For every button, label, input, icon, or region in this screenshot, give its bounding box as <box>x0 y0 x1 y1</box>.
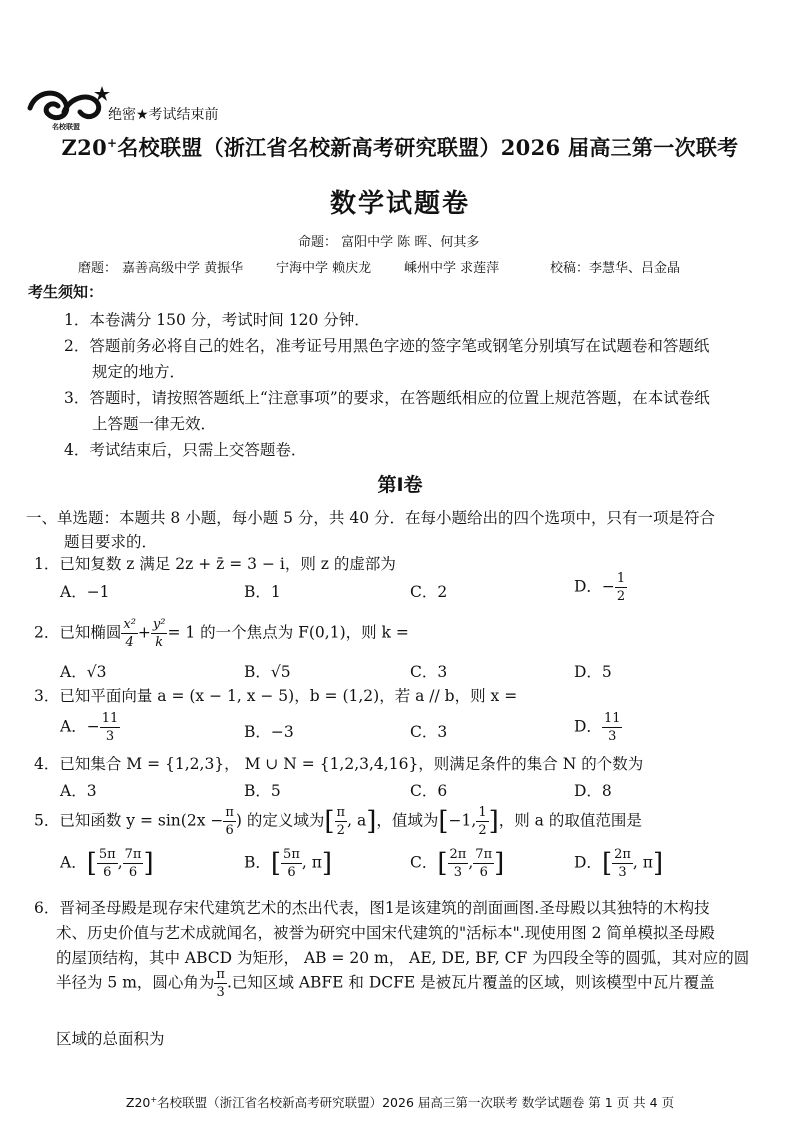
logo-caption: 名校联盟 <box>52 123 80 131</box>
paper-subtitle: 数学试题卷 <box>329 189 470 219</box>
confidential-label: 绝密★考试结束前 <box>108 107 219 123</box>
q1-option-c: C．2 <box>410 583 448 601</box>
exam-title: Z20+名校联盟（浙江省名校新高考研究联盟）2026 届高三第一次联考 <box>61 135 739 160</box>
section-title: 第Ⅰ卷 <box>377 474 423 496</box>
reviewer-2: 宁海中学 赖庆龙 <box>276 261 372 276</box>
notice-heading: 考生须知： <box>28 283 104 301</box>
q3-option-a: A．− $\frac{11}{3}$ <box>60 711 119 744</box>
notice-rule: 4．考试结束后，只需上交答题卷． <box>64 441 307 459</box>
q5-option-d: D．[ $\frac{2\pi}{3}$ , π] <box>574 847 664 880</box>
question-1-stem: 1．已知复数 z 满足 2z + z̄ = 3 − i，则 z 的虚部为 <box>34 555 396 573</box>
question-3-stem: 3．已知平面向量 a = (x − 1, x − 5)，b = (1,2)，若 a // b，则 x = <box>34 687 518 705</box>
q5-option-b: B．[ $\frac{5\pi}{6}$ , π] <box>244 847 333 880</box>
section-intro-cont: 题目要求的． <box>64 533 158 551</box>
notice-rule: 2．答题前务必将自己的姓名，准考证号用黑色字迹的签字笔或钢笔分别填写在试题卷和答题纸 <box>64 337 710 355</box>
q1-option-d: D．− $\frac{1}{2}$ <box>574 571 626 604</box>
question-6-stem-cont: 半径为 5 m，圆心角为 $\frac{\pi}{3}$ .已知区域 ABFE 和 DCFE 是被瓦片覆盖的区域，则该模型中瓦片覆盖 <box>56 967 715 1000</box>
notice-rule: 规定的地方． <box>92 363 186 381</box>
setter-credit: 命题： 富阳中学 陈 晖、何其多 <box>298 235 480 250</box>
question-6-stem-cont: 术、历史价值与艺术成就闻名，被誉为研究中国宋代建筑的"活标本".现使用图 2 简单模拟圣母殿 <box>56 924 715 942</box>
question-6-stem: 6．晋祠圣母殿是现存宋代建筑艺术的杰出代表，图1是该建筑的剖面画图.圣母殿以其独特的木构技 <box>34 899 710 917</box>
q4-option-d: D．8 <box>574 782 612 800</box>
q3-option-b: B．−3 <box>244 723 294 741</box>
q4-option-c: C．6 <box>410 782 448 800</box>
page-footer: Z20+名校联盟（浙江省名校新高考研究联盟）2026 届高三第一次联考 数学试题卷 第 1 页 共 4 页 <box>125 1094 675 1110</box>
q2-option-d: D．5 <box>574 663 612 681</box>
q4-option-a: A．3 <box>60 782 97 800</box>
q4-option-b: B．5 <box>244 782 281 800</box>
q2-option-a: A．√3 <box>60 663 107 681</box>
q3-option-c: C．3 <box>410 723 448 741</box>
q3-option-d: D． $\frac{11}{3}$ <box>574 711 621 744</box>
reviewer-1: 嘉善高级中学 黄振华 <box>122 261 244 276</box>
q1-option-b: B．1 <box>244 583 281 601</box>
q5-option-a: A．[ $\frac{5\pi}{6}$ , $\frac{7\pi}{6}$ ] <box>60 847 154 880</box>
notice-rule: 3．答题时，请按照答题纸上“注意事项”的要求，在答题纸相应的位置上规范答题，在本试卷纸 <box>64 389 710 407</box>
q2-option-c: C．3 <box>410 663 448 681</box>
question-2-stem: 2．已知椭圆 $\frac{\text{x²}}{4}$ + $\frac{\text{y²}}{k}$ = 1 的一个焦点为 F(0,1)，则 k = <box>34 617 409 650</box>
question-5-stem: 5．已知函数 y = sin(2x − $\frac{\pi}{6}$ ) 的定义域为[ $\frac{\pi}{2}$ , a]，值域为[−1, $\frac{1}{2}$ ]，则 a 的取值范围是 <box>34 805 642 838</box>
q2-option-b: B．√5 <box>244 663 291 681</box>
q1-option-a: A．−1 <box>60 583 110 601</box>
question-6-stem-cont: 的屋顶结构，其中 ABCD 为矩形， AB = 20 m， AE, DE, BF, CF 为四段全等的圆弧，其对应的圆 <box>56 949 750 967</box>
notice-rule: 1．本卷满分 150 分，考试时间 120 分钟． <box>64 311 370 329</box>
section-intro: 一、单选题：本题共 8 小题，每小题 5 分，共 40 分．在每小题给出的四个选项中，只有一项是符合 <box>26 509 716 527</box>
reviewer-3: 嵊州中学 求莲萍 <box>404 261 500 276</box>
notice-rule: 上答题一律无效． <box>92 415 217 433</box>
question-4-stem: 4．已知集合 M = {1,2,3}， M ∪ N = {1,2,3,4,16}，则满足条件的集合 N 的个数为 <box>34 755 644 773</box>
question-6-stem-cont: 区域的总面积为 <box>56 1030 165 1048</box>
proofreader: 校稿：李慧华、吕金晶 <box>550 261 681 276</box>
q5-option-c: C．[ $\frac{2\pi}{3}$ , $\frac{7\pi}{6}$ ] <box>410 847 505 880</box>
reviewer-label: 磨题： <box>78 261 118 276</box>
